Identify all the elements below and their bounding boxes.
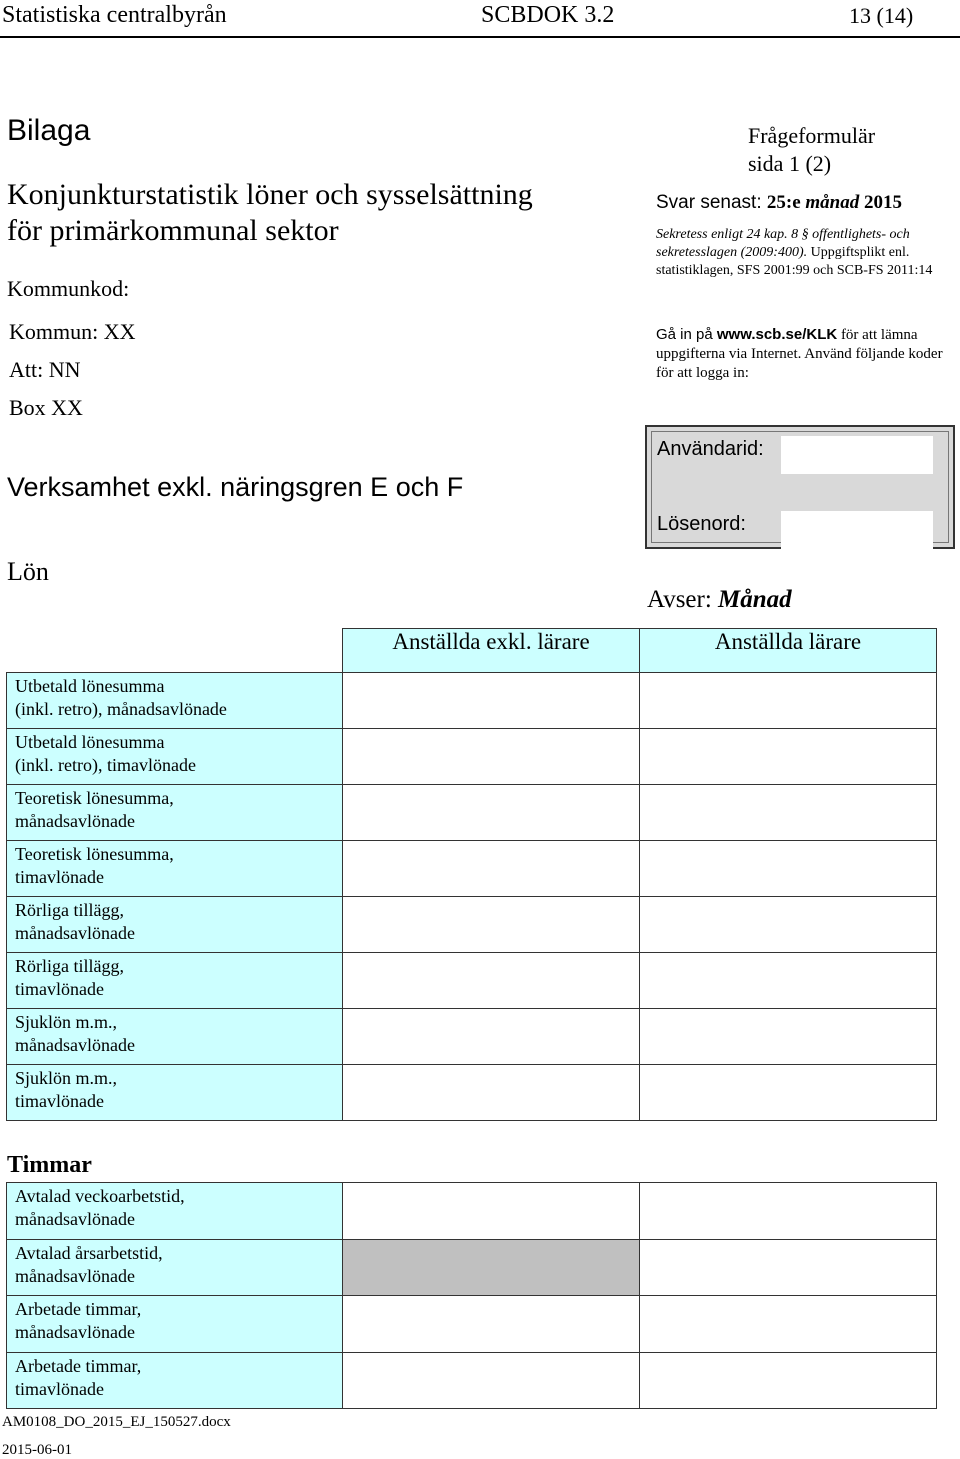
lon-input-employees-excl-teachers[interactable] [343,953,640,1009]
lon-input-employees-excl-teachers[interactable] [343,1009,640,1065]
lon-input-employees-excl-teachers[interactable] [343,897,640,953]
form-type-block [748,122,875,178]
form-type: Frågeformulär [748,123,876,148]
timmar-input-employees-excl-teachers[interactable] [343,1296,640,1353]
timmar-row-label-line-2: timavlönade [15,1378,104,1399]
lon-row [7,1065,937,1121]
timmar-input-teachers[interactable] [640,1183,937,1240]
lon-input-teachers[interactable] [640,673,937,729]
header-page-number: 13 (14) [849,3,914,28]
lon-row-label-line-2: månadsavlönade [15,923,135,943]
deadline-day: 25:e [766,192,806,213]
lon-row-label-line-1: Utbetald lönesumma [15,732,165,752]
lon-input-teachers[interactable] [640,1009,937,1065]
activity-heading: Verksamhet exkl. näringsgren E och F [7,472,464,502]
timmar-input-employees-excl-teachers[interactable] [343,1352,640,1409]
address-att: Att: NN [9,357,81,382]
lon-row-label-line-1: Utbetald lönesumma [15,676,165,696]
lon-row-label-line-2: (inkl. retro), månadsavlönade [15,699,227,719]
lon-input-employees-excl-teachers[interactable] [343,785,640,841]
column-header-teachers: Anställda lärare [640,629,937,673]
timmar-row-label [7,1183,343,1240]
timmar-row-label [7,1239,343,1296]
address-kommun: Kommun: XX [9,319,136,344]
address-box: Box XX [9,395,83,420]
lon-input-teachers[interactable] [640,953,937,1009]
timmar-section-heading: Timmar [7,1152,92,1178]
timmar-row-label-line-2: månadsavlönade [15,1209,135,1229]
survey-title-line-2: för primärkommunal sektor [7,214,339,247]
timmar-input-teachers[interactable] [640,1296,937,1353]
lon-input-employees-excl-teachers[interactable] [343,841,640,897]
deadline-prefix: Svar senast: [656,192,767,213]
timmar-row [7,1183,937,1240]
lon-row-label-line-2: timavlönade [15,867,104,887]
lon-row [7,729,937,785]
timmar-input-employees-excl-teachers [343,1239,640,1296]
lon-table-corner [7,629,343,673]
lon-row [7,953,937,1009]
lon-row-label-line-1: Sjuklön m.m., [15,1012,118,1032]
timmar-row-label-line-1: Avtalad veckoarbetstid, [15,1186,185,1206]
lon-row [7,897,937,953]
timmar-row [7,1352,937,1409]
timmar-row [7,1239,937,1296]
lon-row-label-line-1: Teoretisk lönesumma, [15,788,174,808]
lon-row [7,1009,937,1065]
timmar-table [6,1182,937,1409]
lon-row-label [7,841,343,897]
confidentiality-note [656,226,946,280]
lon-row-label [7,953,343,1009]
timmar-input-teachers[interactable] [640,1352,937,1409]
deadline-month: månad [805,192,860,213]
lon-table-body [7,673,937,1121]
footer-filename: AM0108_DO_2015_EJ_150527.docx [2,1414,231,1430]
lon-table [6,628,937,1121]
password-label: Lösenord: [657,513,746,535]
lon-row-label [7,729,343,785]
login-instructions [656,325,956,383]
lon-section-heading: Lön [7,557,49,586]
form-page: sida 1 (2) [748,151,832,176]
timmar-row-label [7,1296,343,1353]
reporting-obligation: Uppgiftsplikt enl. statistiklagen, SFS 2001:99 och SCB-FS 2011:14 [656,245,933,278]
column-header-employees-excl-teachers: Anställda exkl. lärare [343,629,640,673]
lon-row-label-line-1: Rörliga tillägg, [15,900,124,920]
userid-field[interactable] [781,436,933,474]
survey-title-line-1: Konjunkturstatistik löner och sysselsättning [7,178,533,211]
timmar-table-body [7,1183,937,1409]
lon-row-label-line-1: Sjuklön m.m., [15,1068,118,1088]
lon-row-label-line-1: Rörliga tillägg, [15,956,124,976]
lon-input-teachers[interactable] [640,729,937,785]
appendix-title: Bilaga [7,114,91,147]
period-value: Månad [718,586,792,613]
lon-row [7,841,937,897]
confidentiality-law: Sekretess enligt 24 kap. 8 § offentlighets- och sekretesslagen (2009:400). [656,227,910,260]
lon-row-label-line-2: månadsavlönade [15,811,135,831]
lon-input-employees-excl-teachers[interactable] [343,1065,640,1121]
lon-input-employees-excl-teachers[interactable] [343,729,640,785]
lon-input-teachers[interactable] [640,1065,937,1121]
lon-input-teachers[interactable] [640,841,937,897]
lon-row-label [7,673,343,729]
deadline-year: 2015 [859,192,903,213]
lon-row-label-line-1: Teoretisk lönesumma, [15,844,174,864]
lon-row-label-line-2: timavlönade [15,979,104,999]
period-label [647,586,792,614]
survey-title [7,177,533,249]
timmar-input-teachers[interactable] [640,1239,937,1296]
password-field[interactable] [781,511,933,549]
header-document-id: SCBDOK 3.2 [481,2,615,28]
kommunkod-label: Kommunkod: [7,276,130,301]
lon-row-label [7,897,343,953]
timmar-row-label [7,1352,343,1409]
timmar-row-label-line-2: månadsavlönade [15,1322,135,1342]
lon-input-teachers[interactable] [640,897,937,953]
login-instructions-prefix: Gå in på [656,326,717,343]
timmar-row-label-line-2: månadsavlönade [15,1265,135,1286]
timmar-row-label-line-1: Arbetade timmar, [15,1355,142,1376]
lon-row-label-line-2: månadsavlönade [15,1035,135,1055]
lon-row-label-line-2: timavlönade [15,1091,104,1111]
lon-input-employees-excl-teachers[interactable] [343,673,640,729]
timmar-input-employees-excl-teachers[interactable] [343,1183,640,1240]
timmar-row [7,1296,937,1353]
header-rule [0,36,960,38]
lon-row-label [7,1065,343,1121]
lon-row-label-line-2: (inkl. retro), timavlönade [15,755,196,775]
lon-row [7,673,937,729]
lon-input-teachers[interactable] [640,785,937,841]
userid-label: Användarid: [657,438,764,460]
survey-url-link[interactable]: www.scb.se/KLK [716,326,838,343]
login-instructions-suffix: för att lämna uppgifterna via Internet. Använd följande koder för att logga in: [656,327,943,381]
lon-row [7,785,937,841]
lon-row-label [7,1009,343,1065]
footer-date: 2015-06-01 [2,1442,72,1458]
lon-row-label [7,785,343,841]
timmar-row-label-line-1: Arbetade timmar, [15,1299,142,1319]
header-organization: Statistiska centralbyrån [2,2,227,28]
period-prefix: Avser: [647,586,719,613]
timmar-row-label-line-1: Avtalad årsarbetstid, [15,1242,163,1263]
deadline [656,192,902,214]
